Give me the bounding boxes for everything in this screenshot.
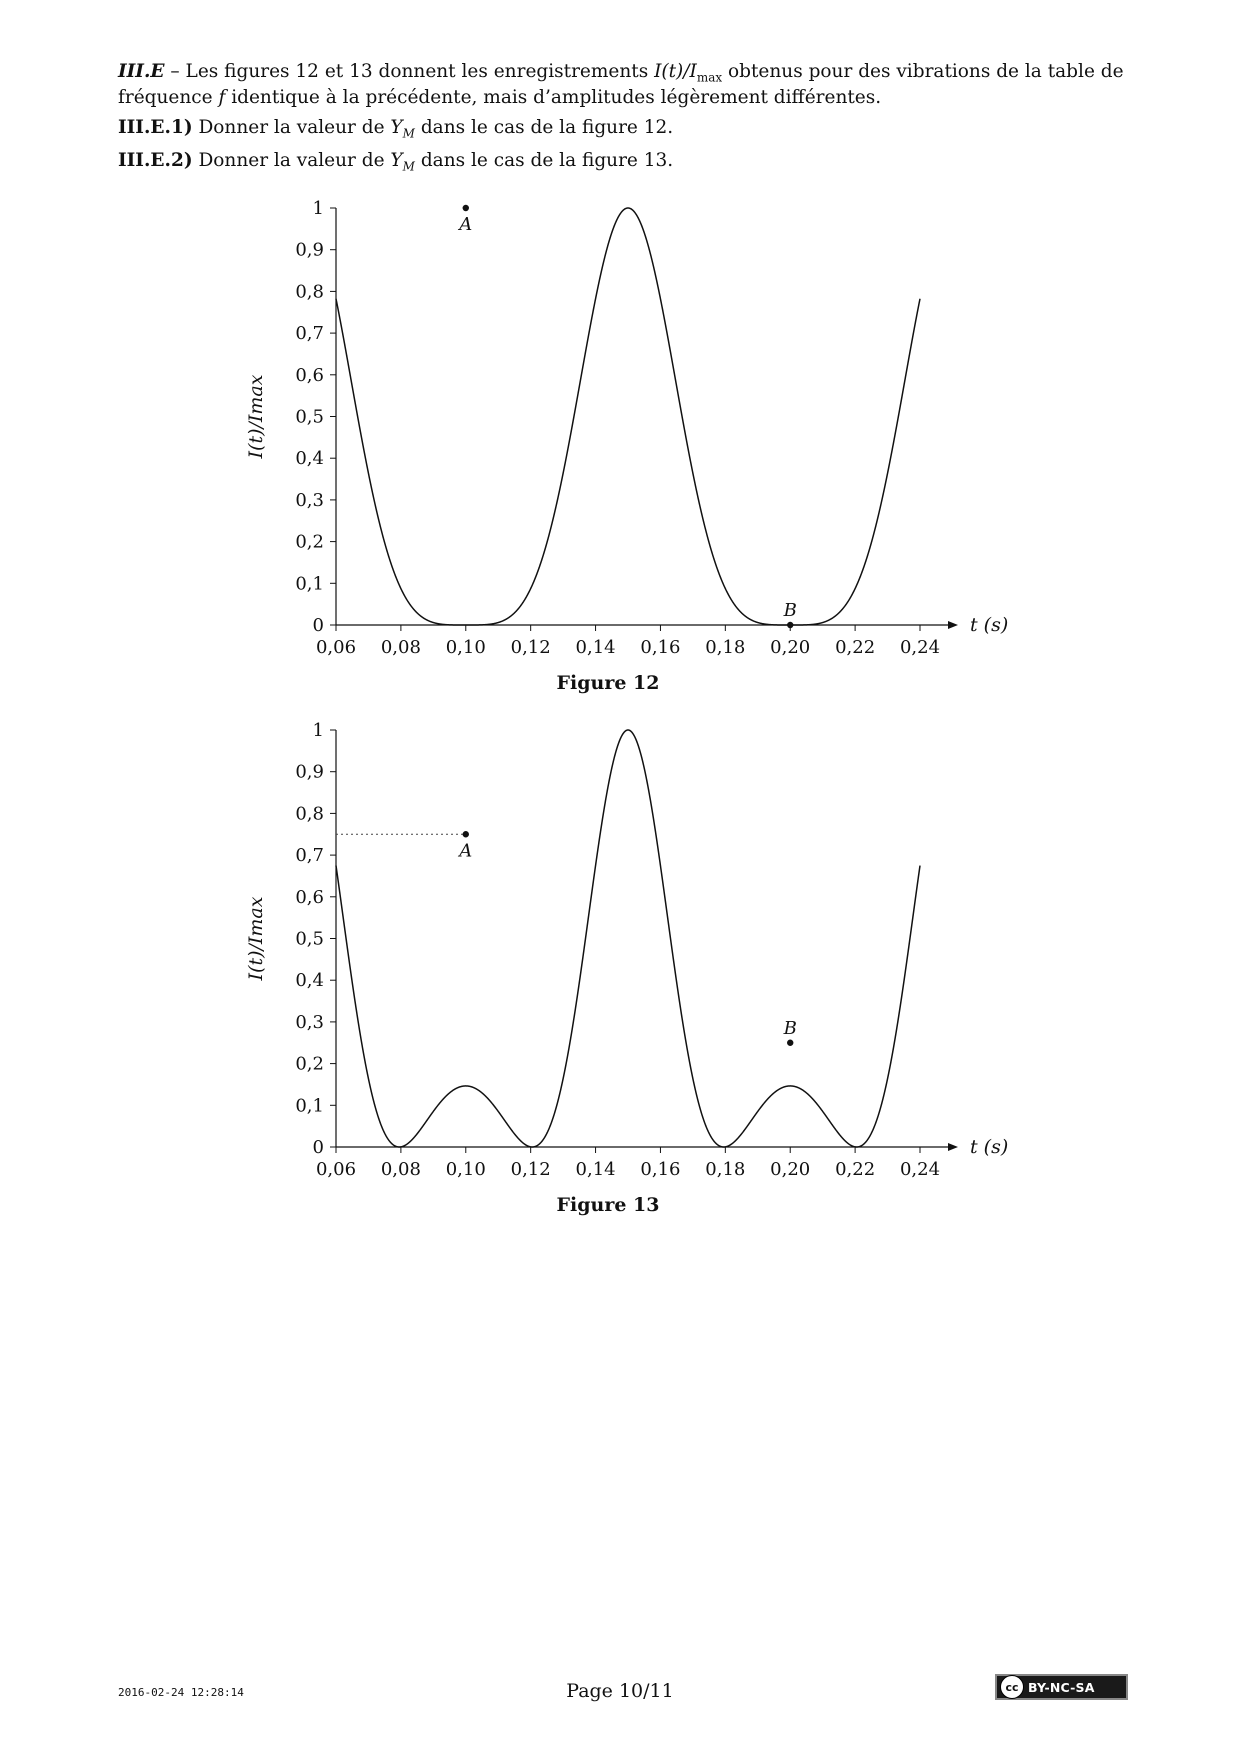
- point-b-label: B: [783, 600, 797, 621]
- question-1-text-b: dans le cas de la figure 12.: [414, 117, 674, 138]
- x-tick-label: 0,10: [445, 1159, 486, 1180]
- question-1-math-sub: M: [402, 126, 415, 141]
- intro-math-sub: max: [696, 70, 723, 85]
- y-tick-label: 0,7: [295, 323, 324, 345]
- question-2: [118, 149, 1128, 175]
- intro-text-c: identique à la précédente, mais d’amplitudes légèrement différentes.: [225, 87, 882, 109]
- question-2-text-a: Donner la valeur de: [192, 150, 391, 171]
- figure-caption: Figure 12: [556, 672, 660, 694]
- x-tick-label: 0,16: [640, 637, 681, 658]
- cc-icon: cc: [1000, 1675, 1024, 1699]
- figure-12-chart: [0, 180, 1240, 700]
- license-text: BY-NC-SA: [1028, 1679, 1095, 1695]
- question-1-label: III.E.1): [118, 117, 193, 138]
- y-tick-label: 1: [312, 720, 324, 741]
- x-axis-arrow: [948, 621, 958, 629]
- y-tick-label: 0,9: [295, 239, 324, 261]
- x-tick-label: 0,14: [575, 637, 616, 658]
- y-axis-label: I(t)/Imax: [245, 374, 267, 459]
- question-2-text-b: dans le cas de la figure 13.: [414, 150, 674, 171]
- question-2-math-sub: M: [402, 159, 415, 174]
- figure-caption: Figure 13: [556, 1194, 660, 1216]
- y-tick-label: 0,6: [295, 364, 324, 386]
- y-tick-label: 0: [312, 615, 324, 636]
- point-b-label: B: [783, 1017, 797, 1039]
- x-tick-label: 0,06: [315, 1159, 357, 1180]
- y-tick-label: 1: [312, 198, 324, 219]
- y-tick-label: 0,2: [295, 1053, 324, 1075]
- x-tick-label: 0,24: [899, 637, 941, 658]
- x-tick-label: 0,24: [899, 1159, 941, 1180]
- y-tick-label: 0,1: [295, 573, 324, 595]
- question-2-label: III.E.2): [118, 150, 193, 171]
- point-a-label: A: [459, 840, 473, 862]
- y-tick-label: 0,5: [295, 406, 324, 428]
- x-tick-label: 0,20: [770, 1159, 811, 1180]
- point-a-marker: [463, 831, 469, 837]
- page-number: Page 10/11: [566, 1680, 674, 1702]
- intro-text-a: Les figures 12 et 13 donnent les enregistrements: [185, 61, 655, 82]
- x-axis-label: t (s): [970, 1136, 1009, 1158]
- question-1: [118, 116, 1128, 142]
- intensity-curve: [336, 208, 920, 625]
- x-tick-label: 0,16: [640, 1159, 681, 1180]
- y-tick-label: 0,2: [295, 531, 324, 553]
- intensity-curve: [336, 730, 920, 1147]
- x-tick-label: 0,22: [835, 637, 876, 658]
- x-axis-arrow: [948, 1143, 958, 1151]
- question-2-math: Y: [390, 150, 403, 171]
- x-tick-label: 0,06: [315, 637, 357, 658]
- x-tick-label: 0,20: [770, 637, 811, 658]
- y-tick-label: 0,6: [295, 886, 324, 908]
- x-tick-label: 0,12: [510, 1159, 551, 1180]
- license-badge[interactable]: [995, 1674, 1128, 1700]
- x-tick-label: 0,18: [705, 1159, 746, 1180]
- intro-paragraph: [118, 60, 1128, 110]
- x-tick-label: 0,12: [510, 637, 551, 658]
- intro-math: I(t)/I: [654, 61, 697, 82]
- footer-timestamp: 2016-02-24 12:28:14: [118, 1686, 244, 1699]
- x-tick-label: 0,10: [445, 637, 486, 658]
- y-tick-label: 0,4: [295, 448, 324, 470]
- intro-math-f: f: [218, 87, 226, 109]
- point-b-marker: [787, 1040, 793, 1046]
- x-axis-label: t (s): [970, 614, 1009, 636]
- question-1-text-a: Donner la valeur de: [192, 117, 391, 138]
- intro-text-b: obtenus pour des vibrations de la table de fréquence: [118, 61, 1124, 109]
- x-tick-label: 0,08: [380, 637, 421, 658]
- section-label: III.E: [118, 61, 165, 82]
- y-axis-label: I(t)/Imax: [245, 896, 267, 981]
- y-tick-label: 0,3: [295, 1011, 324, 1033]
- x-tick-label: 0,18: [705, 637, 746, 658]
- x-tick-label: 0,14: [575, 1159, 616, 1180]
- y-tick-label: 0,5: [295, 928, 324, 950]
- y-tick-label: 0,8: [295, 803, 324, 825]
- y-tick-label: 0: [312, 1137, 324, 1158]
- y-tick-label: 0,3: [295, 489, 324, 511]
- y-tick-label: 0,7: [295, 845, 324, 867]
- point-a-label: A: [459, 214, 473, 235]
- intro-dash: –: [164, 61, 186, 82]
- point-a-marker: [463, 205, 469, 211]
- y-tick-label: 0,4: [295, 970, 324, 992]
- x-tick-label: 0,08: [380, 1159, 421, 1180]
- y-tick-label: 0,9: [295, 761, 324, 783]
- y-tick-label: 0,8: [295, 281, 324, 303]
- question-1-math: Y: [390, 117, 403, 138]
- x-tick-label: 0,22: [835, 1159, 876, 1180]
- y-tick-label: 0,1: [295, 1095, 324, 1117]
- figure-13-chart: [0, 702, 1240, 1222]
- point-b-marker: [787, 622, 793, 628]
